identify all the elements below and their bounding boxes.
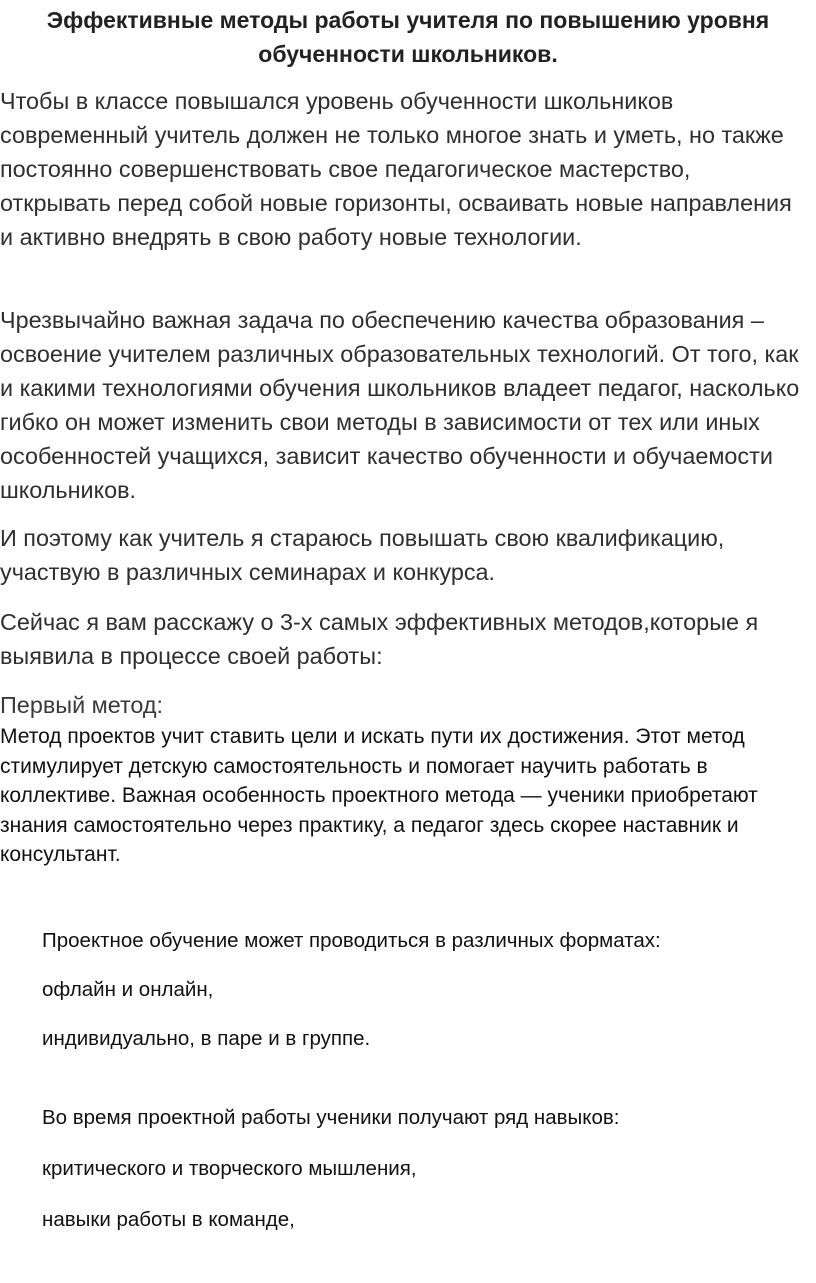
format-item: индивидуально, в паре и в группе.	[42, 1027, 371, 1050]
formats-intro-line: Проектное обучение может проводиться в различных форматах:	[42, 929, 661, 952]
format-item: офлайн и онлайн,	[42, 978, 214, 1001]
method-description: Метод проектов учит ставить цели и искать пути их достижения. Этот метод стимулирует детскую самостоятельность и помогает научить работать в коллективе. Важная особенность проектного метода — ученики приобретают знания самостоятельно через практику, а педагог здесь скорее наставник и консультант.	[0, 725, 758, 866]
document-title: Эффективные методы работы учителя по повышению уровня обученности школьников.	[46, 7, 770, 67]
skill-item: критического и творческого мышления,	[42, 1157, 417, 1180]
paragraph-intro: Чтобы в классе повышался уровень обученности школьников современный учитель должен не только многое знать и уметь, но также постоянно совершенствовать свое педагогическое мастерство, открывать перед собой новые горизонты, осваивать новые направления и активно внедрять в свою работу новые технологии.	[0, 88, 792, 250]
skills-intro-line: Во время проектной работы ученики получают ряд навыков:	[42, 1106, 620, 1129]
paragraph-methods-intro: Сейчас я вам расскажу о 3-х самых эффективных методов,которые я выявила в процессе своей работы:	[0, 609, 759, 669]
method-heading: Первый метод:	[0, 692, 164, 718]
paragraph-technologies: Чрезвычайно важная задача по обеспечению качества образования – освоение учителем различных образовательных технологий. От того, как и какими технологиями обучения школьников владеет педагог, насколько гибко он может изменить свои методы в зависимости от тех или иных особенностей учащихся, зависит качество обученности и обучаемости школьников.	[0, 307, 800, 503]
skill-item: навыки работы в команде,	[42, 1208, 295, 1231]
paragraph-qualification: И поэтому как учитель я стараюсь повышать свою квалификацию, участвую в различных семинарах и конкурса.	[0, 525, 725, 585]
